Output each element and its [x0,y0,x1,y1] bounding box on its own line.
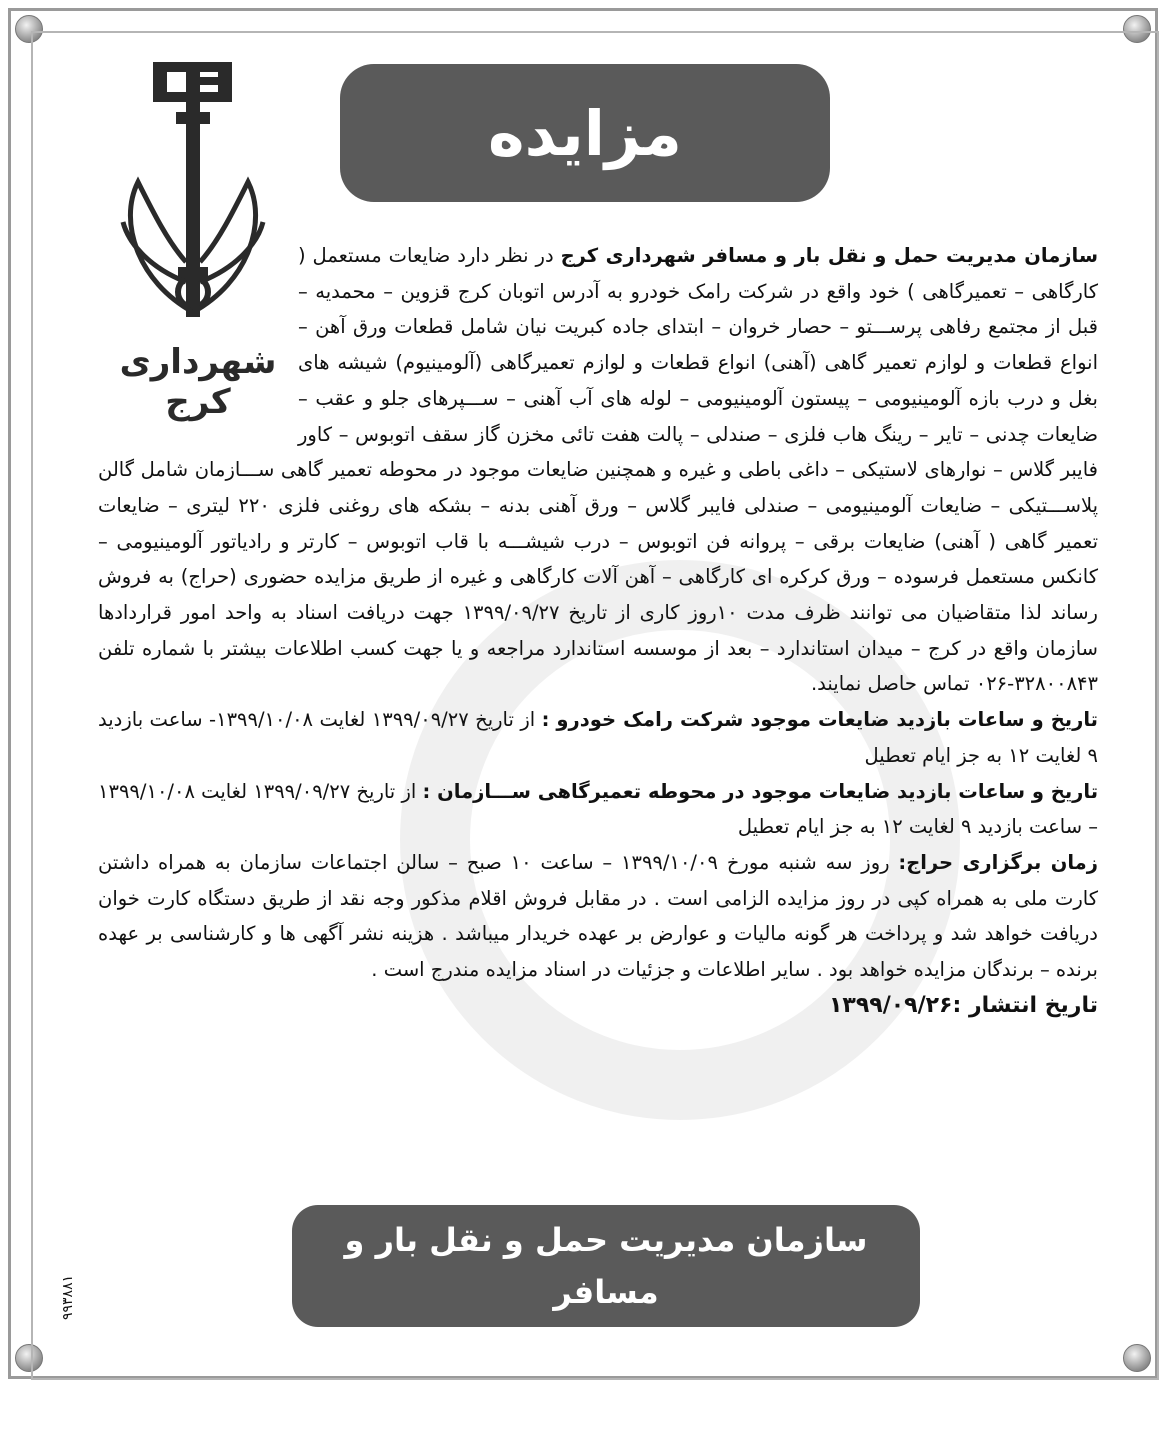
visit-company-text: از تاریخ ۱۳۹۹/۰۹/۲۷ لغایت ۱۳۹۹/۱۰/۰۸- ساعت بازدید ۹ لغایت ۱۲ به جز ایام تعطیل [98,708,1098,767]
ref-number: ۹۹۳۸۸۱ [60,1274,76,1320]
publish-date: ۱۳۹۹/۰۹/۲۶ [828,992,953,1018]
visit-org-text: از تاریخ ۱۳۹۹/۰۹/۲۷ لغایت ۱۳۹۹/۱۰/۰۸ – ساعت بازدید ۹ لغایت ۱۲ به جز ایام تعطیل [98,779,1098,839]
visit-org-label: تاریخ و ساعات بازدید ضایعات موجود در محوطه تعمیرگاهی ســـازمان : [422,779,1099,803]
logo-caption: شهرداری کرج [119,342,277,422]
page-title: مزایده [488,96,682,170]
ref-number-wrap [60,1274,84,1440]
title-banner [340,64,830,202]
auction-time-text: روز سه شنبه مورخ ۱۳۹۹/۱۰/۰۹ – ساعت ۱۰ صبح – سالن اجتماعات سازمان به همراه داشتن کارت ملی به همراه کپی در روز مزایده الزامی است . در مقابل فروش اقلام مذکور وجه نقد از طریق دستگاه کارت خوان دریافت خواهد شد و پرداخت هر گونه مالیات و عوارض بر عهده خریدار میباشد . هزینه نشر آگهی ها و کارشناسی بر عهده برنده – برندگان مزایده خواهد بود . سایر اطلاعات و جزئیات در اسناد مزایده مندرج است . [98,850,1098,982]
footer-line-1: سازمان مدیریت حمل و نقل بار و مسافر [344,1221,868,1311]
ad-body [98,238,1098,1023]
auction-time-label: زمان برگزاری حراج: [898,850,1098,874]
footer-banner [292,1205,920,1363]
intro-text: در نظر دارد ضایعات مستعمل ( کارگاهی – تعمیرگاهی ) خود واقع در شرکت رامک خودرو به آدرس اتوبان کرج قزوین – محمدیه – قبل از مجتمع رفاهی پرســـتو – حصار خروان – ابتدای جاده کبریت نیان شامل قطعات ورق آهن – انواع قطعات و لوازم تعمیر گاهی (آهنی) انواع قطعات و لوازم تعمیرگاهی (آلومینیوم) شیشه های بغل و درب بازه آلومینیومی – پیستون آلومینیومی – لوله های آب آهنی – ســـپرهای جلو و عقب – ضایعات چدنی – تایر – رینگ هاب فلزی – صندلی – پالت هفت تائی مخزن گاز سقف اتوبوس – کاور فایبر گلاس – نوارهای لاستیکی – داغی باطی و غیره و همچنین ضایعات موجود در محوطه تعمیر گاهی ســـازمان شامل گالن پلاســـتیکی – ضایعات آلومینیومی – صندلی فایبر گلاس – ورق آهنی بدنه – بشکه های روغنی فلزی ۲۲۰ لیتری – ضایعات تعمیر گاهی ( آهنی) ضایعات برقی – پروانه فن اتوبوس – درب شیشـــه با قاب اتوبوس – کارتر و رادیاتور آلومینیومی – کانکس مستعمل فرسوده – ورق کرکره ای کارگاهی – آهن آلات کارگاهی و غیره از طریق مزایده حضوری (حراج) به فروش رساند لذا متقاضیان می توانند ظرف مدت ۱۰روز کاری از تاریخ ۱۳۹۹/۰۹/۲۷ جهت دریافت اسناد به واحد امور قراردادها سازمان واقع در کرج – میدان استاندارد – بعد از موسسه استاندارد مراجعه و یا جهت کسب اطلاعات بیشتر با شماره تلفن ۳۲۸۰۰۸۴۳-۰۲۶ تماس حاصل نمایند. [98,244,1099,696]
visit-company-label: تاریخ و ساعات بازدید ضایعات موجود شرکت رامک خودرو : [541,708,1098,732]
logo-spacer [98,238,298,433]
publish-label: تاریخ انتشار : [952,992,1098,1018]
footer-line-2: ( شهرداری کرج ) [470,1325,742,1363]
org-name: سازمان مدیریت حمل و نقل بار و مسافر شهرداری کرج [560,244,1098,267]
